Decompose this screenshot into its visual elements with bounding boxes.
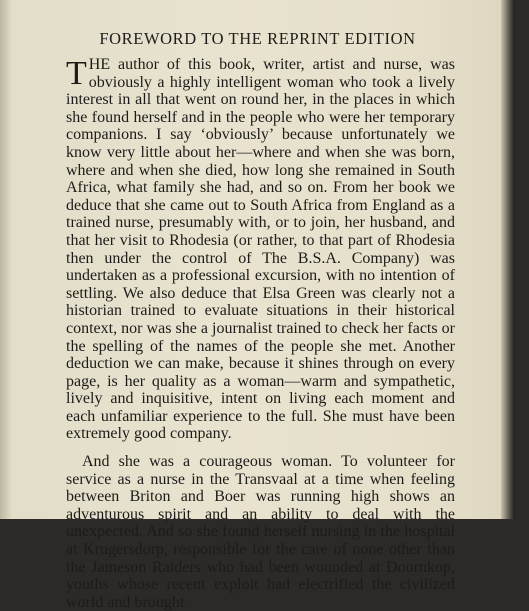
spine-shadow — [0, 0, 12, 519]
paragraph-1-text: HE author of this book, writer, artist and nurse, was obviously a highly intelligent woman who took a lively interest in all that went on round her, in the places in which she found herself and in the people who were her temporary companions. I say ‘obviously’ because unfortunately we know very little about her—where and when she was born, where and when she died, how long she remained in South Africa, what family she had, and so on. From her book we deduce that she came out to South Africa from England as a trained nurse, presumably with, or to join, her husband, and that her visit to Rhodesia (or rather, to that part of Rhodesia then under the control of The B.S.A. Company) was undertaken as a professional excursion, with no intention of settling. We also deduce that Elsa Green was clearly not a historian trained to evaluate situations in their historical context, nor was she a journalist trained to check her facts or the spelling of the names of the people she met. Another deduction we can make, because it shines through on every page, is her quality as a woman—warm and sympathetic, lively and inquisitive, intent on living each moment and each unfamiliar experience to the full. She must have been extremely good company. — [66, 56, 455, 443]
drop-cap: T — [66, 55, 87, 92]
paragraph-1 — [66, 56, 455, 443]
page-edge — [501, 0, 515, 519]
page-heading: FOREWORD TO THE REPRINT EDITION — [99, 29, 416, 48]
paragraph-2: And she was a courageous woman. To volunteer for service as a nurse in the Transvaal at a time when feeling between Briton and Boer was running high shows an adventurous spirit and an ability to deal with the unexpected. And so she found herself nursing in the hospital at Krugersdorp, responsible for the care of none other than the Jameson Raiders who had been wounded at Doornkop, youths whose recent exploit had electrified the civilized world and brought — [66, 453, 455, 611]
body-text — [66, 56, 455, 611]
